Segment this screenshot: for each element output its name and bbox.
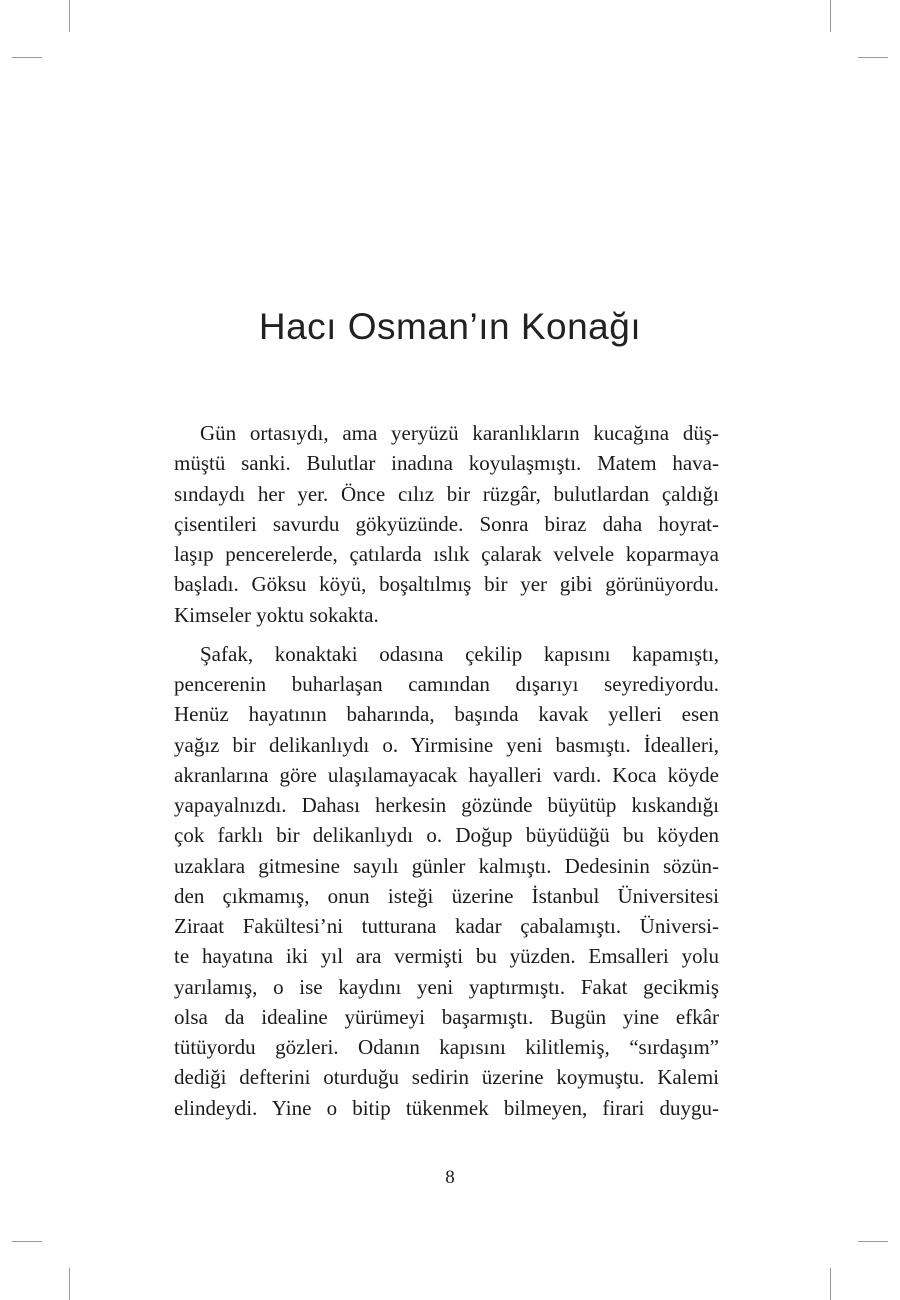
crop-mark-top-right bbox=[830, 0, 831, 32]
text-line: Henüz hayatının baharında, başında kavak yelleri esen bbox=[174, 702, 719, 727]
text-line: Şafak, konaktaki odasına çekilip kapısını kapamıştı, bbox=[200, 641, 719, 666]
chapter-title: Hacı Osman’ın Konağı bbox=[258, 306, 642, 347]
text-line: uzaklara gitmesine sayılı günler kalmıştı. Dedesinin sözün- bbox=[174, 853, 719, 878]
text-line: akranlarına göre ulaşılamayacak hayalleri vardı. Koca köyde bbox=[174, 762, 719, 787]
text-line: çok farklı bir delikanlıydı o. Doğup büyüdüğü bu köyden bbox=[174, 823, 719, 848]
page-number: 8 bbox=[445, 1167, 455, 1188]
text-line: tütüyordu gözleri. Odanın kapısını kilitlemiş, “sırdaşım” bbox=[174, 1035, 719, 1059]
text-line: den çıkmamış, onun isteği üzerine İstanbul Üniversitesi bbox=[174, 883, 719, 908]
body-text bbox=[174, 418, 719, 1123]
crop-mark-bottom-left bbox=[69, 1268, 70, 1300]
text-line: elindeydi. Yine o bitip tükenmek bilmeyen, firari duygu- bbox=[174, 1095, 719, 1120]
crop-mark-left-top bbox=[12, 57, 42, 58]
text-line: Kimseler yoktu sokakta. bbox=[174, 602, 379, 627]
text-line: olsa da idealine yürümeyi başarmıştı. Bugün yine efkâr bbox=[174, 1004, 719, 1029]
text-line: yağız bir delikanlıydı o. Yirmisine yeni basmıştı. İdealleri, bbox=[174, 732, 719, 757]
crop-mark-bottom-right bbox=[830, 1268, 831, 1300]
crop-mark-top-left bbox=[69, 0, 70, 32]
text-line: dediği defterini oturduğu sedirin üzerine koymuştu. Kalemi bbox=[174, 1065, 719, 1090]
crop-mark-right-bottom bbox=[858, 1241, 888, 1242]
paragraph bbox=[174, 639, 719, 1123]
text-line: Gün ortasıydı, ama yeryüzü karanlıkların kucağına düş- bbox=[200, 421, 719, 445]
text-line: çisentileri savurdu gökyüzünde. Sonra biraz daha hoyrat- bbox=[174, 511, 719, 536]
crop-mark-right-top bbox=[858, 57, 888, 58]
paragraph-gap bbox=[174, 630, 719, 639]
paragraph bbox=[174, 418, 719, 630]
text-line: te hayatına iki yıl ara vermişti bu yüzden. Emsalleri yolu bbox=[174, 944, 719, 969]
text-line: sındaydı her yer. Önce cılız bir rüzgâr, bulutlardan çaldığı bbox=[174, 481, 719, 506]
text-line: müştü sanki. Bulutlar inadına koyulaşmıştı. Matem hava- bbox=[174, 451, 719, 476]
text-line: yapayalnızdı. Dahası herkesin gözünde büyütüp kıskandığı bbox=[174, 793, 719, 817]
crop-mark-left-bottom bbox=[12, 1241, 42, 1242]
text-line: başladı. Göksu köyü, boşaltılmış bir yer gibi görünüyordu. bbox=[174, 572, 719, 597]
text-line: yarılamış, o ise kaydını yeni yaptırmıştı. Fakat gecikmiş bbox=[174, 974, 719, 999]
text-line: Ziraat Fakültesi’ni tutturana kadar çabalamıştı. Üniversi- bbox=[174, 914, 719, 938]
text-line: laşıp pencerelerde, çatılarda ıslık çalarak velvele koparmaya bbox=[174, 542, 719, 566]
text-line: pencerenin buharlaşan camından dışarıyı seyrediyordu. bbox=[174, 672, 719, 696]
